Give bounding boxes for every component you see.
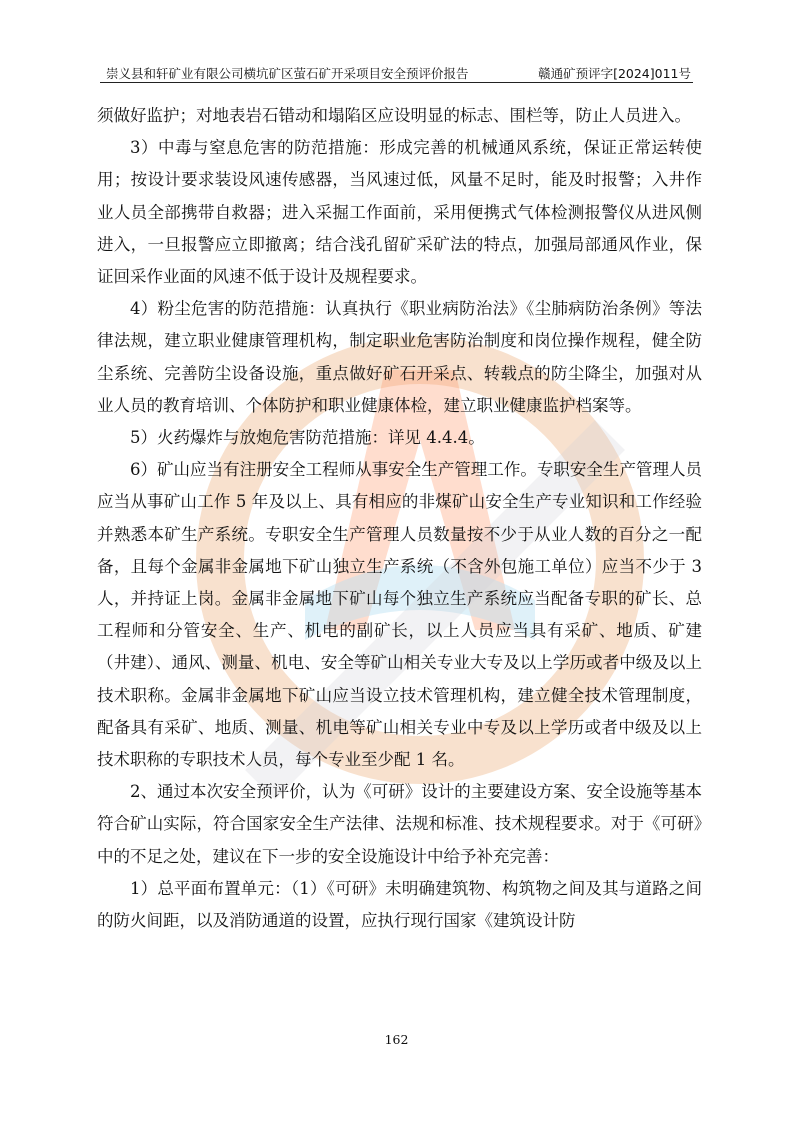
document-number: 赣通矿预评字[2024]011号 xyxy=(538,66,691,81)
header-rule xyxy=(100,82,693,83)
report-title: 崇义县和轩矿业有限公司横坑矿区萤石矿开采项目安全预评价报告 xyxy=(106,66,469,81)
paragraph-5: 2、通过本次安全预评价，认为《可研》设计的主要建设方案、安全设施等基本符合矿山实际，符合国家安全生产法律、法规和标准、技术规程要求。对于《可研》中的不足之处，建议在下一步的安全设施设计中给予补充完善： xyxy=(97,782,702,866)
page-number: 162 xyxy=(384,1032,409,1047)
paragraph-3: 5）火药爆炸与放炮危害防范措施：详见 4.4.4。 xyxy=(130,428,485,448)
paragraph-2: 4）粉尘危害的防范措施：认真执行《职业病防治法》《尘肺病防治条例》等法律法规，建立职业健康管理机构，制定职业危害防治制度和岗位操作规程，健全防尘系统、完善防尘设备设施，重点做好矿石开采点、转载点的防尘降尘，加强对从业人员的教育培训、个体防护和职业健康体检，建立职业健康监护档案等。 xyxy=(97,299,702,415)
page-header xyxy=(106,62,691,82)
paragraph-0: 须做好监护；对地表岩石错动和塌陷区应设明显的标志、围栏等，防止人员进入。 xyxy=(97,106,691,125)
document-body xyxy=(97,100,702,937)
paragraph-4: 6）矿山应当有注册安全工程师从事安全生产管理工作。专职安全生产管理人员应当从事矿山工作 5 年及以上、具有相应的非煤矿山安全生产专业知识和工作经验并熟悉本矿生产系统。专职安全生产管理人员数量按不少于从业人数的百分之一配备，且每个金属非金属地下矿山独立生产系统（不含外包施工单位）应当不少于 3 人，并持证上岗。金属非金属地下矿山每个独立生产系统应当配备专职的矿长、总工程师和分管安全、生产、机电的副矿长，以上人员应当具有采矿、地质、矿建（井建）、通风、测量、机电、安全等矿山相关专业大专及以上学历或者中级及以上技术职称。金属非金属地下矿山应当设立技术管理机构，建立健全技术管理制度，配备具有采矿、地质、测量、机电等矿山相关专业中专及以上学历或者中级及以上技术职称的专职技术人员，每个专业至少配 1 名。 xyxy=(97,460,702,770)
paragraph-1: 3）中毒与窒息危害的防范措施：形成完善的机械通风系统，保证正常运转使用；按设计要求装设风速传感器，当风速过低，风量不足时，能及时报警；入井作业人员全部携带自救器；进入采掘工作面前，采用便携式气体检测报警仪从进风侧进入，一旦报警应立即撤离；结合浅孔留矿采矿法的特点，加强局部通风作业，保证回采作业面的风速不低于设计及规程要求。 xyxy=(97,138,702,287)
paragraph-6: 1）总平面布置单元：（1）《可研》未明确建筑物、构筑物之间及其与道路之间的防火间距，以及消防通道的设置，应执行现行国家《建筑设计防 xyxy=(97,878,702,931)
